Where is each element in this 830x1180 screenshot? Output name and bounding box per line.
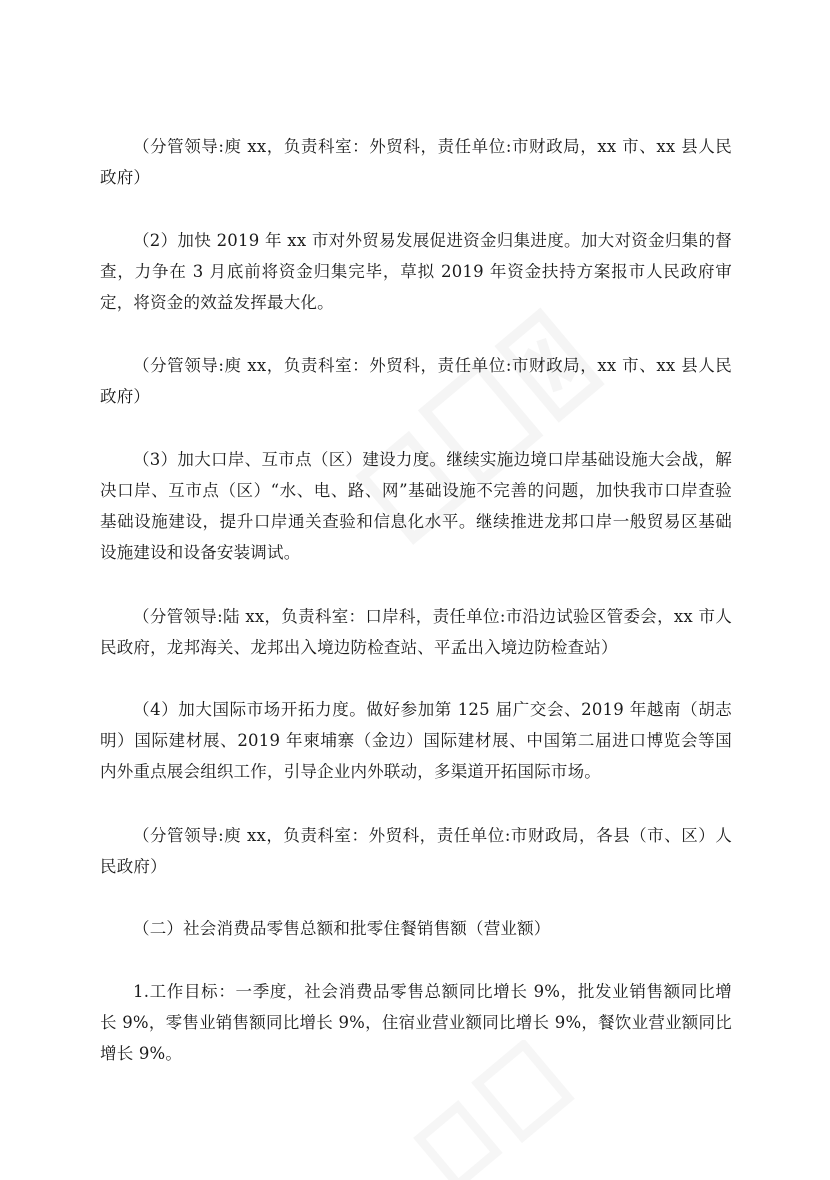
paragraph-item-2: （2）加快 2019 年 xx 市对外贸易发展促进资金归集进度。加大对资金归集的督查，力争在 3 月底前将资金归集完毕，草拟 2019 年资金扶持方案报市人民政府审定，将资金的效益发挥最大化。 [100, 231, 732, 312]
paragraph-supervision-3: （分管领导:陆 xx，负责科室：口岸科，责任单位:市沿边试验区管委会，xx 市人民政府，龙邦海关、龙邦出入境边防检查站、平孟出入境边防检查站） [100, 607, 732, 657]
section-heading-2: （二）社会消费品零售总额和批零住餐销售额（营业额） [133, 919, 551, 938]
paragraph-work-target: 1.工作目标：一季度，社会消费品零售总额同比增长 9%，批发业销售额同比增长 9%，零售业销售额同比增长 9%，住宿业营业额同比增长 9%，餐饮业营业额同比增长 9%。 [100, 982, 732, 1063]
paragraph-item-3: （3）加大口岸、互市点（区）建设力度。继续实施边境口岸基础设施大会战，解决口岸、互市点（区）“水、电、路、网”基础设施不完善的问题，加快我市口岸查验基础设施建设，提升口岸通关查验和信息化水平。继续推进龙邦口岸一般贸易区基础设施建设和设备安装调试。 [100, 450, 732, 562]
paragraph-supervision-2: （分管领导:庾 xx，负责科室：外贸科，责任单位:市财政局，xx 市、xx 县人民政府） [100, 356, 732, 406]
paragraph-supervision-4: （分管领导:庾 xx，负责科室：外贸科，责任单位:市财政局，各县（市、区）人民政府） [100, 826, 732, 876]
paragraph-item-4: （4）加大国际市场开拓力度。做好参加第 125 届广交会、2019 年越南（胡志明）国际建材展、2019 年柬埔寨（金边）国际建材展、中国第二届进口博览会等国内外重点展会组织工作，引导企业内外联动，多渠道开拓国际市场。 [100, 700, 732, 781]
paragraph-supervision-1: （分管领导:庾 xx，负责科室：外贸科，责任单位:市财政局，xx 市、xx 县人民政府） [100, 137, 732, 187]
